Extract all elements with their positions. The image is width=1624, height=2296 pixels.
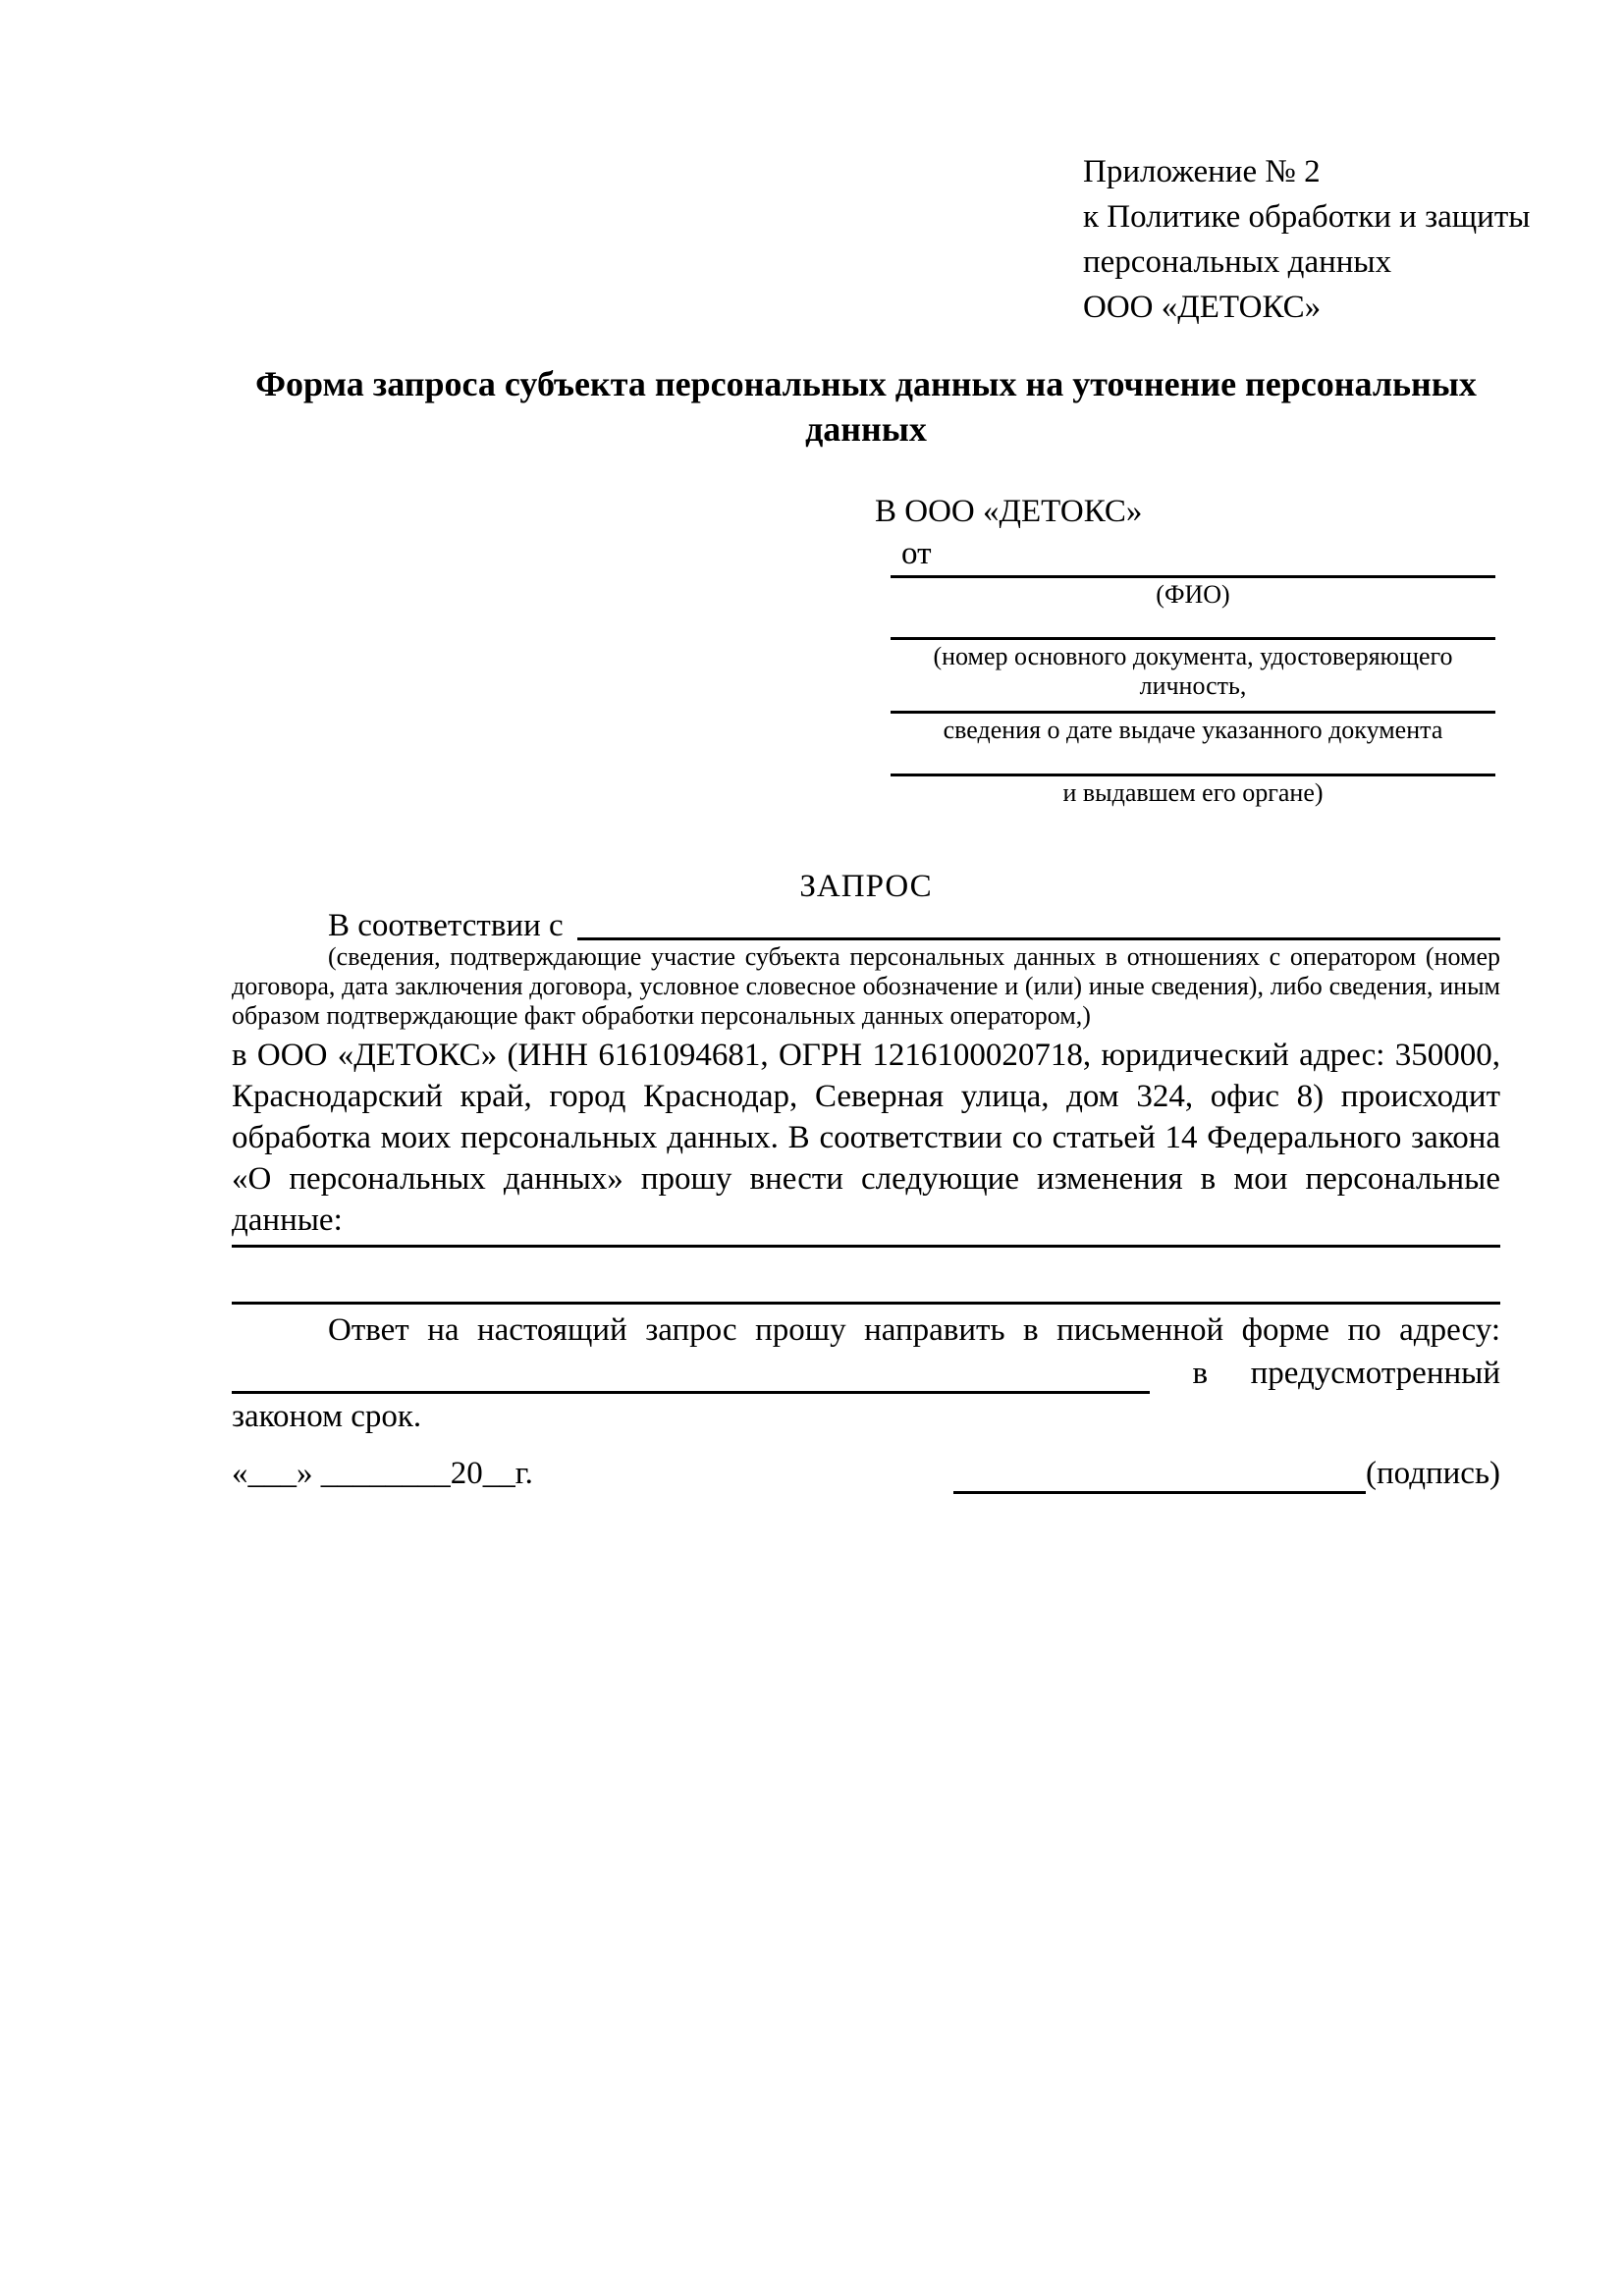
intro-blank-line bbox=[577, 905, 1500, 940]
document-number-blank-line bbox=[891, 637, 1495, 640]
signature-caption: (подпись) bbox=[1366, 1456, 1500, 1491]
answer-address-row bbox=[232, 1353, 1500, 1394]
paragraph-indent bbox=[232, 905, 328, 946]
issuer-field bbox=[891, 774, 1495, 808]
addressee-organization: В ООО «ДЕТОКС» bbox=[875, 494, 1143, 529]
date-fill-line: «___» ________20__г. bbox=[232, 1456, 533, 1491]
answer-tail: законом срок. bbox=[232, 1399, 422, 1434]
applicant-fields bbox=[891, 575, 1495, 830]
request-body: в ООО «ДЕТОКС» (ИНН 6161094681, ОГРН 1216100020718, юридический адрес: 350000, Краснодарский край, город Краснодар, Северная улица, дом 324, офис 8) происходит обработка моих персональных данных. В соответствии со статьей 14 Федерального закона «О персональных данных» прошу внести следующие изменения в мои персональные данные: bbox=[232, 1038, 1500, 1238]
request-heading: ЗАПРОС bbox=[799, 869, 933, 904]
changes-blank-line-1 bbox=[232, 1245, 1500, 1248]
address-blank-line bbox=[232, 1356, 1150, 1394]
footer-row bbox=[232, 1453, 1500, 1494]
appendix-header-line: Приложение № 2 bbox=[1083, 154, 1321, 189]
document-number-caption: (номер основного документа, удостоверяющего личность, bbox=[933, 642, 1453, 700]
issuer-caption: и выдавшем его органе) bbox=[1062, 778, 1324, 807]
intro-prefix: В соответствии с bbox=[328, 908, 564, 943]
document-number-field bbox=[891, 637, 1495, 701]
answer-mid-word: в bbox=[1192, 1356, 1209, 1391]
issue-date-caption: сведения о дате выдаче указанного документа bbox=[943, 716, 1443, 744]
changes-blank-line-2 bbox=[232, 1302, 1500, 1305]
appendix-header bbox=[1083, 149, 1530, 330]
legal-note: (сведения, подтверждающие участие субъекта персональных данных в отношениях с оператором (номер договора, дата заключения договора, условное словесное обозначение и (или) иные сведения), либо сведения, иным образом подтверждающие факт обработки персональных данных оператором,) bbox=[232, 942, 1500, 1030]
appendix-header-line: к Политике обработки и защиты bbox=[1083, 199, 1531, 235]
fio-blank-line bbox=[891, 575, 1495, 578]
page-title: Форма запроса субъекта персональных данных на уточнение персональных данных bbox=[255, 364, 1477, 449]
issue-date-blank-line bbox=[891, 711, 1495, 714]
issue-date-field bbox=[891, 711, 1495, 745]
answer-line: Ответ на настоящий запрос прошу направить в письменной форме по адресу: bbox=[328, 1312, 1500, 1348]
fio-caption: (ФИО) bbox=[1156, 580, 1230, 609]
appendix-header-line: ООО «ДЕТОКС» bbox=[1083, 290, 1322, 325]
addressee-from-label: от bbox=[901, 536, 932, 571]
issuer-blank-line bbox=[891, 774, 1495, 776]
appendix-header-line: персональных данных bbox=[1083, 244, 1392, 280]
answer-mid-word2: предусмотренный bbox=[1250, 1356, 1500, 1391]
signature-group bbox=[953, 1453, 1500, 1494]
intro-row bbox=[232, 905, 1500, 946]
fio-field bbox=[891, 575, 1495, 610]
signature-blank-line bbox=[953, 1456, 1366, 1494]
